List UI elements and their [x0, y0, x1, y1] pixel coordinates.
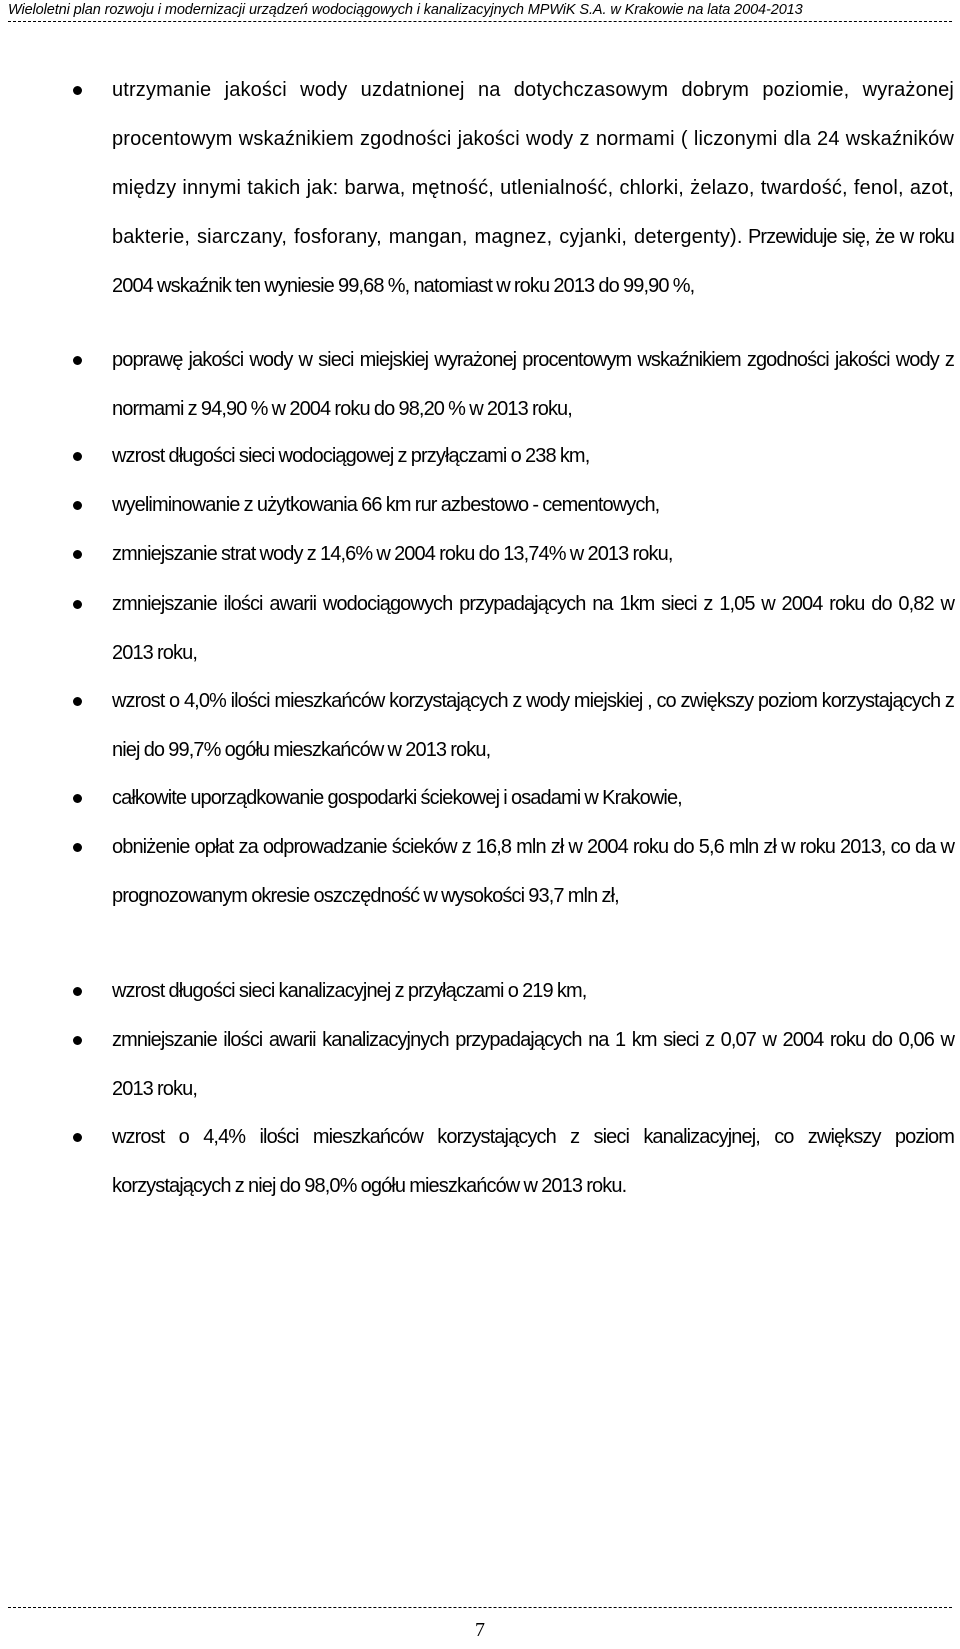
list-item-text: wzrost o 4,0% ilości mieszkańców korzystających z wody miejskiej , co zwiększy poziom korzystających z niej do 99,7% ogółu mieszkańców w 2013 roku, — [112, 690, 954, 761]
footer-dashed-rule — [8, 1607, 952, 1608]
header-dashed-rule — [8, 21, 952, 22]
list-item-text: poprawę jakości wody w sieci miejskiej wyrażonej procentowym wskaźnikiem zgodności jakości wody z normami z 94,90 % w 2004 roku do 98,20 % w 2013 roku, — [112, 349, 954, 420]
bullet-icon — [73, 550, 82, 559]
list-item-text: wzrost długości sieci kanalizacyjnej z przyłączami o 219 km, — [112, 980, 587, 1002]
bullet-icon — [73, 452, 82, 461]
bullet-icon — [73, 356, 82, 365]
list-item-text-part: utrzymanie jakości wody uzdatnionej na dotychczasowym dobrym poziomie, wyrażonej procentowym wskaźnikiem zgodności jakości wody z normami ( liczonymi dla 24 wskaźników między innymi takich jak: barwa, mętność, utlenialność, chlorki, żelazo, twardość, fenol, azot, bakterie, siarczany, fosforany, mangan, magnez, cyjanki, detergenty). — [112, 79, 954, 248]
bullet-icon — [73, 987, 82, 996]
list-item-text: całkowite uporządkowanie gospodarki ściekowej i osadami w Krakowie, — [112, 787, 682, 809]
bullet-icon — [73, 501, 82, 510]
running-header: Wieloletni plan rozwoju i modernizacji urządzeń wodociągowych i kanalizacyjnych MPWiK S.A. w Krakowie na lata 2004-2013 — [8, 2, 803, 18]
bullet-icon — [73, 600, 82, 609]
bullet-icon — [73, 1036, 82, 1045]
list-item-text: zmniejszanie ilości awarii wodociągowych przypadających na 1km sieci z 1,05 w 2004 roku do 0,82 w 2013 roku, — [112, 593, 954, 664]
list-item-text: obniżenie opłat za odprowadzanie ścieków z 16,8 mln zł w 2004 roku do 5,6 mln zł w roku 2013, co da w prognozowanym okresie oszczędność w wysokości 93,7 mln zł, — [112, 836, 954, 907]
list-item-text: zmniejszanie ilości awarii kanalizacyjnych przypadających na 1 km sieci z 0,07 w 2004 roku do 0,06 w 2013 roku, — [112, 1029, 954, 1100]
list-item-text: wzrost długości sieci wodociągowej z przyłączami o 238 km, — [112, 445, 590, 467]
bullet-icon — [73, 843, 82, 852]
bullet-icon — [73, 794, 82, 803]
list-item-text: wyeliminowanie z użytkowania 66 km rur azbestowo - cementowych, — [112, 494, 660, 516]
list-item-text-part: Przewiduje się, że w roku 2004 wskaźnik ten wyniesie 99,68 %, natomiast w roku 2013 do 99,90 %, — [112, 226, 954, 297]
list-item-text: zmniejszanie strat wody z 14,6% w 2004 roku do 13,74% w 2013 roku, — [112, 543, 673, 565]
bullet-icon — [73, 1133, 82, 1142]
list-item-text — [112, 66, 954, 311]
bullet-icon — [73, 86, 82, 95]
bullet-icon — [73, 697, 82, 706]
page-number: 7 — [475, 1619, 485, 1641]
list-item-text: wzrost o 4,4% ilości mieszkańców korzystających z sieci kanalizacyjnej, co zwiększy poziom korzystających z niej do 98,0% ogółu mieszkańców w 2013 roku. — [112, 1126, 954, 1197]
